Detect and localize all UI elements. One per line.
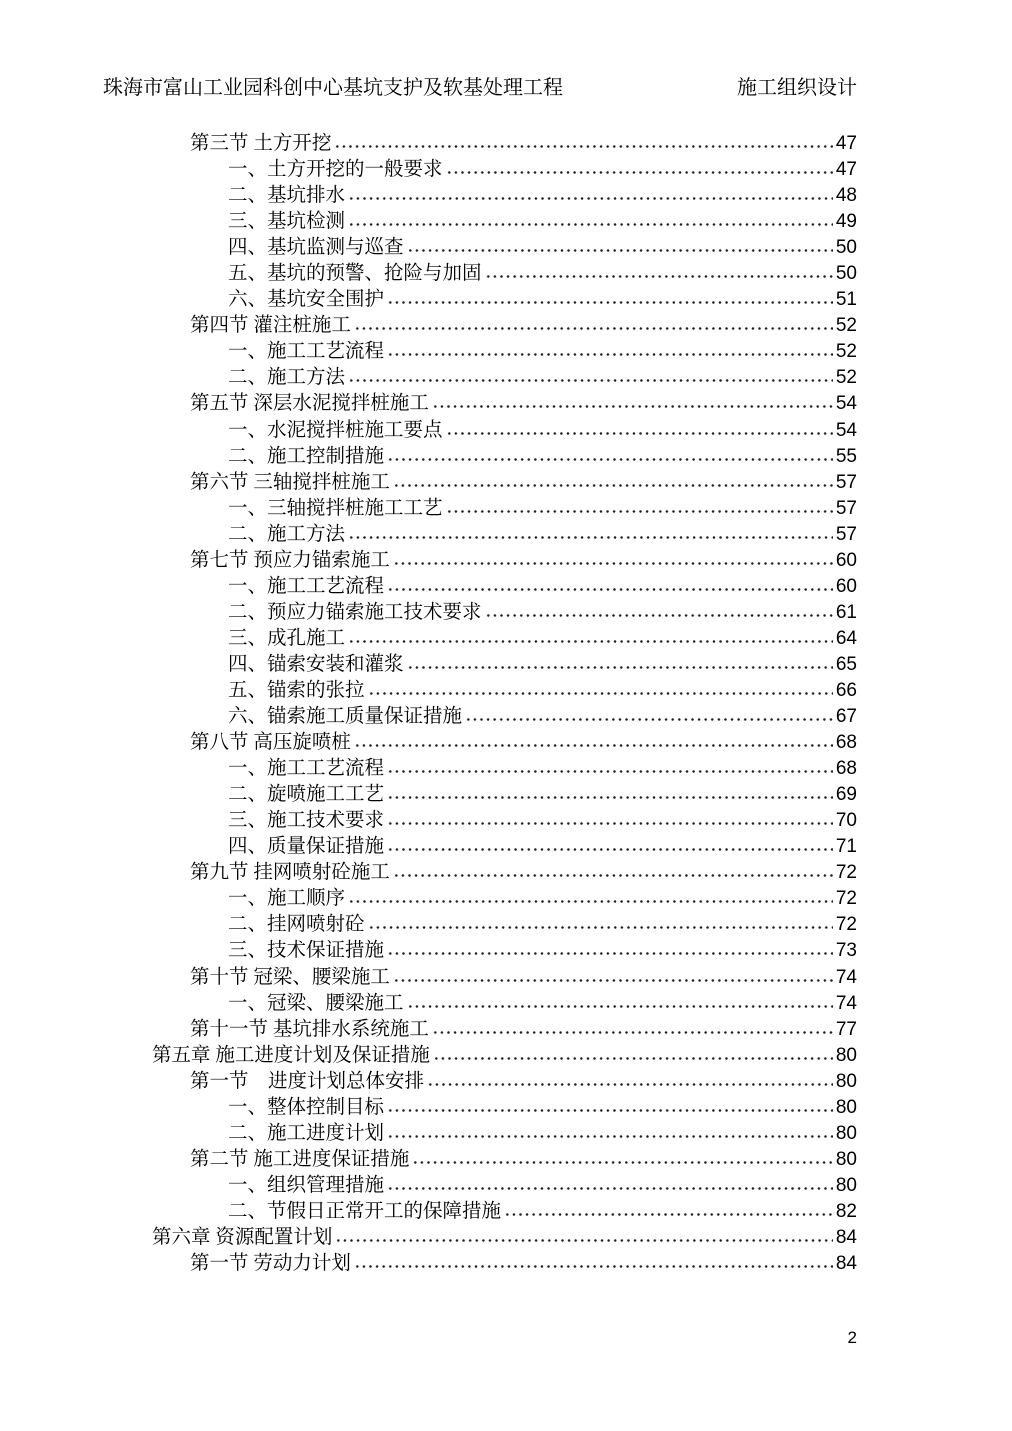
dot-leader <box>485 611 833 618</box>
toc-entry-page: 64 <box>835 627 857 649</box>
toc-entry[interactable] <box>103 726 857 752</box>
toc-entry[interactable] <box>103 1117 857 1143</box>
toc-entry-page: 61 <box>835 601 857 623</box>
toc-entry-label: 一、整体控制目标 <box>228 1096 385 1118</box>
toc-entry[interactable] <box>103 1091 857 1117</box>
header-project-title: 珠海市富山工业园科创中心基坑支护及软基处理工程 <box>103 77 563 99</box>
toc-entry-page: 77 <box>835 1018 857 1040</box>
page-header <box>103 76 857 100</box>
toc-entry-label: 四、质量保证措施 <box>228 836 385 858</box>
dot-leader <box>387 455 833 462</box>
toc-entry-label: 一、水泥搅拌桩施工要点 <box>228 419 443 441</box>
toc-entry-label: 第四节 灌注桩施工 <box>190 315 351 337</box>
toc-entry[interactable] <box>103 596 857 622</box>
toc-entry[interactable] <box>103 830 857 856</box>
toc-entry-page: 57 <box>835 523 857 545</box>
dot-leader <box>387 1106 833 1113</box>
toc-entry[interactable] <box>103 1247 857 1273</box>
toc-entry-page: 82 <box>835 1200 857 1222</box>
dot-leader <box>387 585 833 592</box>
dot-leader <box>393 976 833 983</box>
toc-entry-label: 第三节 土方开挖 <box>190 133 332 154</box>
toc-entry-label: 二、施工方法 <box>228 523 346 545</box>
toc-entry[interactable] <box>103 231 857 257</box>
toc-entry-page: 74 <box>835 966 857 988</box>
toc-entry[interactable] <box>103 440 857 466</box>
toc-entry[interactable] <box>103 283 857 309</box>
dot-leader <box>348 376 833 383</box>
toc-entry-page: 80 <box>835 1044 857 1066</box>
toc-entry-label: 第十节 冠梁、腰梁施工 <box>190 966 390 988</box>
toc-entry-label: 一、土方开挖的一般要求 <box>228 159 443 181</box>
toc-entry-page: 65 <box>835 653 857 675</box>
toc-entry-page: 69 <box>835 784 857 806</box>
toc-entry-page: 80 <box>835 1122 857 1144</box>
toc-entry-label: 第六节 三轴搅拌桩施工 <box>190 471 390 493</box>
toc-entry[interactable] <box>103 387 857 413</box>
dot-leader <box>387 845 833 852</box>
toc-entry-page: 47 <box>835 159 857 181</box>
toc-entry-label: 三、施工技术要求 <box>228 810 385 832</box>
toc-entry-label: 四、基坑监测与巡查 <box>228 237 404 259</box>
toc-entry-label: 二、旋喷施工工艺 <box>228 784 385 806</box>
toc-entry-label: 一、冠梁、腰梁施工 <box>228 992 404 1014</box>
dot-leader <box>393 871 833 878</box>
toc-entry[interactable] <box>103 700 857 726</box>
toc-entry-page: 80 <box>835 1174 857 1196</box>
toc-entry[interactable] <box>103 257 857 283</box>
toc-entry-page: 48 <box>835 185 857 207</box>
toc-entry-label: 二、节假日正常开工的保障措施 <box>228 1200 502 1222</box>
toc-entry[interactable] <box>103 622 857 648</box>
toc-entry-page: 47 <box>835 133 857 154</box>
dot-leader <box>348 637 833 644</box>
toc-entry-page: 60 <box>835 549 857 571</box>
toc-entry-label: 一、施工工艺流程 <box>228 341 385 363</box>
toc-entry[interactable] <box>103 648 857 674</box>
toc-entry-page: 60 <box>835 575 857 597</box>
dot-leader <box>348 220 833 227</box>
toc-entry-page: 73 <box>835 940 857 962</box>
dot-leader <box>446 507 833 514</box>
toc-entry[interactable] <box>103 1039 857 1065</box>
toc-entry-page: 84 <box>835 1226 857 1248</box>
toc-entry[interactable] <box>103 309 857 335</box>
toc-entry[interactable] <box>103 570 857 596</box>
toc-entry[interactable] <box>103 414 857 440</box>
toc-entry-page: 50 <box>835 237 857 259</box>
toc-entry-page: 51 <box>835 289 857 311</box>
dot-leader <box>427 1080 833 1087</box>
toc-entry[interactable] <box>103 361 857 387</box>
dot-leader <box>387 949 833 956</box>
toc-entry-label: 三、成孔施工 <box>228 627 346 649</box>
toc-entry[interactable] <box>103 674 857 700</box>
toc-entry-page: 49 <box>835 211 857 233</box>
toc-entry-page: 84 <box>835 1253 857 1275</box>
toc-entry[interactable] <box>103 544 857 570</box>
toc-entry-label: 第二节 施工进度保证措施 <box>190 1148 410 1170</box>
dot-leader <box>348 533 833 540</box>
toc-entry-page: 50 <box>835 263 857 285</box>
dot-leader <box>354 1262 833 1269</box>
toc-entry[interactable] <box>103 934 857 960</box>
dot-leader <box>446 429 833 436</box>
toc-entry[interactable] <box>103 778 857 804</box>
dot-leader <box>387 1132 833 1139</box>
toc-entry-page: 80 <box>835 1070 857 1092</box>
toc-entry[interactable] <box>103 179 857 205</box>
toc-entry-label: 二、挂网喷射砼 <box>228 914 365 936</box>
toc-entry-page: 66 <box>835 679 857 701</box>
toc-entry-page: 52 <box>835 367 857 389</box>
toc-entry-label: 三、基坑检测 <box>228 211 346 233</box>
toc-entry-label: 一、施工顺序 <box>228 888 346 910</box>
toc-entry[interactable] <box>103 1143 857 1169</box>
toc-entry-page: 80 <box>835 1148 857 1170</box>
toc-entry-page: 54 <box>835 419 857 441</box>
dot-leader <box>354 741 833 748</box>
toc-entry-label: 第十一节 基坑排水系统施工 <box>190 1018 429 1040</box>
toc-entry[interactable] <box>103 987 857 1013</box>
dot-leader <box>387 350 833 357</box>
toc-entry[interactable] <box>103 961 857 987</box>
toc-entry[interactable] <box>103 908 857 934</box>
toc-entry-label: 二、施工控制措施 <box>228 445 385 467</box>
dot-leader <box>407 663 833 670</box>
dot-leader <box>465 715 833 722</box>
dot-leader <box>368 923 833 930</box>
toc-entry-page: 72 <box>835 862 857 884</box>
table-of-contents <box>103 127 857 1273</box>
toc-entry-label: 第七节 预应力锚索施工 <box>190 549 390 571</box>
toc-entry-page: 72 <box>835 914 857 936</box>
toc-entry[interactable] <box>103 466 857 492</box>
toc-entry[interactable] <box>103 882 857 908</box>
toc-entry[interactable] <box>103 153 857 179</box>
page-footer <box>103 1328 857 1348</box>
toc-entry[interactable] <box>103 1195 857 1221</box>
toc-entry-label: 二、施工进度计划 <box>228 1122 385 1144</box>
dot-leader <box>407 1002 833 1009</box>
dot-leader <box>433 1054 833 1061</box>
header-doc-type: 施工组织设计 <box>737 77 857 99</box>
toc-entry-page: 57 <box>835 497 857 519</box>
dot-leader <box>387 767 833 774</box>
toc-entry-label: 三、技术保证措施 <box>228 940 385 962</box>
toc-entry-page: 74 <box>835 992 857 1014</box>
toc-entry-page: 72 <box>835 888 857 910</box>
dot-leader <box>446 168 833 175</box>
toc-entry[interactable] <box>103 127 857 153</box>
dot-leader <box>393 481 833 488</box>
toc-entry-label: 第五节 深层水泥搅拌桩施工 <box>190 393 429 415</box>
toc-entry[interactable] <box>103 804 857 830</box>
dot-leader <box>387 1184 833 1191</box>
toc-entry-label: 四、锚索安装和灌浆 <box>228 653 404 675</box>
toc-entry[interactable] <box>103 518 857 544</box>
toc-entry-label: 二、预应力锚索施工技术要求 <box>228 601 482 623</box>
toc-entry-label: 一、施工工艺流程 <box>228 758 385 780</box>
toc-entry-page: 68 <box>835 732 857 754</box>
toc-entry-page: 70 <box>835 810 857 832</box>
toc-entry-label: 六、基坑安全围护 <box>228 289 385 311</box>
toc-entry-label: 第一节 劳动力计划 <box>190 1253 351 1275</box>
dot-leader <box>387 793 833 800</box>
toc-entry-label: 第五章 施工进度计划及保证措施 <box>152 1044 430 1066</box>
toc-entry[interactable] <box>103 1065 857 1091</box>
toc-entry-label: 五、锚索的张拉 <box>228 679 365 701</box>
toc-entry[interactable] <box>103 1169 857 1195</box>
toc-entry[interactable] <box>103 752 857 778</box>
dot-leader <box>335 1236 833 1243</box>
dot-leader <box>348 194 833 201</box>
toc-entry-label: 二、基坑排水 <box>228 185 346 207</box>
toc-entry-page: 54 <box>835 393 857 415</box>
toc-entry-label: 五、基坑的预警、抢险与加固 <box>228 263 482 285</box>
toc-entry-label: 第九节 挂网喷射砼施工 <box>190 862 390 884</box>
toc-entry-label: 一、组织管理措施 <box>228 1174 385 1196</box>
toc-entry-label: 二、施工方法 <box>228 367 346 389</box>
toc-entry-label: 六、锚索施工质量保证措施 <box>228 706 463 728</box>
toc-entry-label: 第六章 资源配置计划 <box>152 1226 333 1248</box>
toc-entry-page: 67 <box>835 706 857 728</box>
dot-leader <box>387 819 833 826</box>
toc-entry[interactable] <box>103 205 857 231</box>
dot-leader <box>504 1210 833 1217</box>
dot-leader <box>485 272 833 279</box>
dot-leader <box>393 559 833 566</box>
dot-leader <box>368 689 833 696</box>
toc-entry-page: 52 <box>835 341 857 363</box>
dot-leader <box>407 246 833 253</box>
dot-leader <box>354 324 833 331</box>
toc-entry-label: 一、三轴搅拌桩施工工艺 <box>228 497 443 519</box>
toc-entry-label: 第八节 高压旋喷桩 <box>190 732 351 754</box>
toc-entry-page: 52 <box>835 315 857 337</box>
page-number: 2 <box>847 1328 857 1347</box>
toc-entry-page: 55 <box>835 445 857 467</box>
toc-entry[interactable] <box>103 856 857 882</box>
toc-entry-page: 57 <box>835 471 857 493</box>
toc-entry-label: 一、施工工艺流程 <box>228 575 385 597</box>
toc-entry-label: 第一节 进度计划总体安排 <box>190 1070 425 1092</box>
toc-entry-page: 71 <box>835 836 857 858</box>
toc-entry-page: 68 <box>835 758 857 780</box>
toc-entry[interactable] <box>103 1221 857 1247</box>
dot-leader <box>432 402 833 409</box>
dot-leader <box>412 1158 833 1165</box>
toc-entry-page: 80 <box>835 1096 857 1118</box>
toc-entry[interactable] <box>103 335 857 361</box>
dot-leader <box>432 1028 833 1035</box>
dot-leader <box>334 142 833 149</box>
toc-entry[interactable] <box>103 492 857 518</box>
toc-entry[interactable] <box>103 1013 857 1039</box>
dot-leader <box>387 298 833 305</box>
dot-leader <box>348 897 833 904</box>
